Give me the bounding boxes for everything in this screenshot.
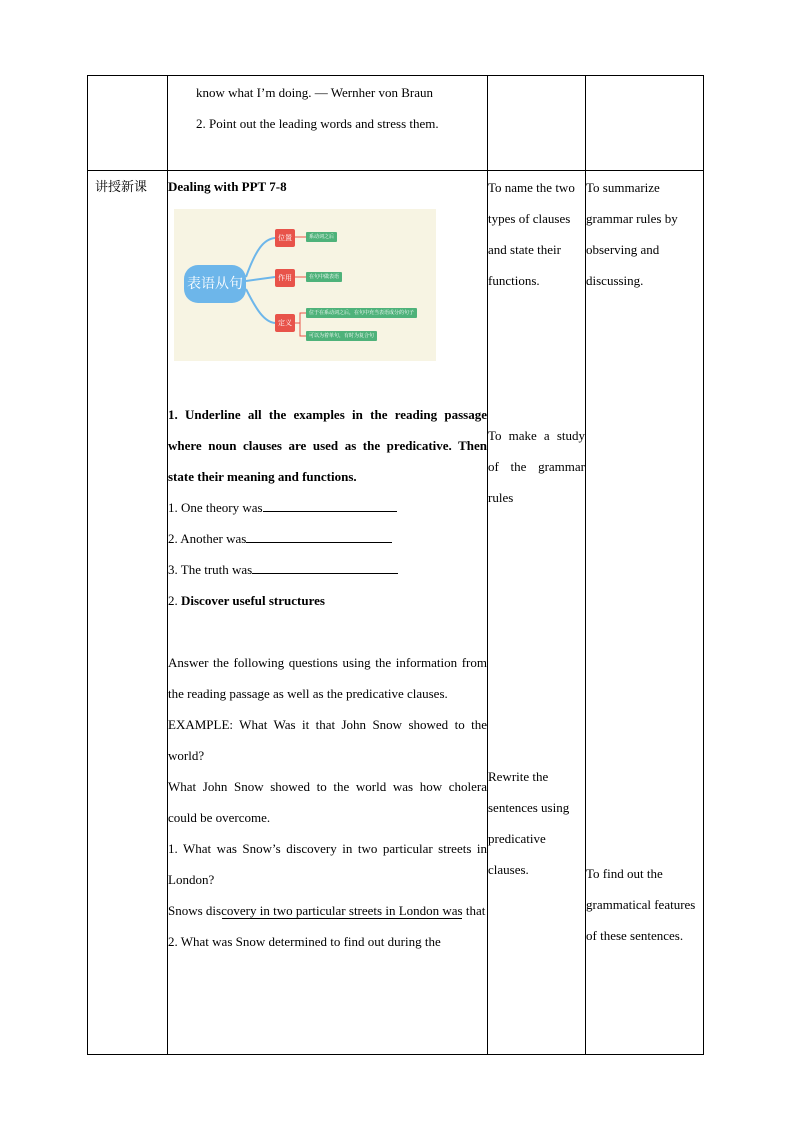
mindmap-center: 表语从句 [184,265,246,303]
task2 [168,585,487,616]
purpose-cell [488,171,586,1055]
question-2: 2. What was Snow determined to find out during the [168,934,441,949]
goal-2: To find out the grammatical features of these sentences. [586,866,696,943]
goal-cell-empty [586,76,704,171]
answer-blank [252,560,398,574]
content-cell [168,171,488,1055]
table-row [88,76,704,171]
spacer [168,616,487,647]
item-1 [168,492,487,523]
task2-title: Discover useful structures [181,593,325,608]
example-answer: What John Snow showed to the world was how cholera could be overcome. [168,779,487,825]
item-3 [168,554,487,585]
example-question: EXAMPLE: What Was it that John Snow showed to the world? [168,717,487,763]
mindmap-leaf: 系动词之后 [306,232,337,242]
purpose-2: To make a study of the grammar rules [488,428,585,505]
answer-1-blank-row [168,895,487,926]
goal-1: To summarize grammar rules by observing and discussing. [586,180,678,288]
task1-title: 1. Underline all the examples in the reading passage where noun clauses are used as the predicative. Then state their meaning and functions. [168,407,487,484]
question-1: 1. What was Snow’s discovery in two particular streets in London? [168,841,487,887]
mindmap-image [174,209,436,361]
goal-cell [586,171,704,1055]
answer-intro: Answer the following questions using the information from the reading passage as well as the predicative clauses. [168,655,487,701]
answer-blank [263,498,397,512]
mindmap-leaf: 在句中做表语 [306,272,342,282]
mindmap-node-position: 位置 [275,229,295,247]
item-2 [168,523,487,554]
mindmap-leaf: 可以为着单句，有时为复合句 [306,331,377,341]
purpose-1: To name the two types of clauses and state their functions. [488,180,575,288]
mindmap-node-function: 作用 [275,269,295,287]
stage-label: 讲授新课 [95,180,148,195]
answer-1-text: Snows discovery in two particular streets in London was that [168,903,486,918]
mindmap-node-definition: 定义 [275,314,295,332]
item-text: 2. Another was [168,531,247,546]
table-row [88,171,704,1055]
purpose-3: Rewrite the sentences using predicative clauses. [488,769,570,877]
item-text: 1. One theory was [168,500,263,515]
instruction-line: 2. Point out the leading words and stress them. [196,116,439,131]
stage-cell-empty [88,76,168,171]
stage-cell [88,171,168,1055]
item-text: 3. The truth was [168,562,253,577]
content-cell [168,76,488,171]
purpose-cell-empty [488,76,586,171]
mindmap-leaf: 位于在系动词之后，在句中充当表语成分的句子 [306,308,417,318]
task2-number: 2. [168,593,178,608]
answer-blank [222,905,462,919]
lesson-plan-table [87,75,704,1055]
answer-blank [246,529,392,543]
quote-line: know what I’m doing. — Wernher von Braun [196,85,434,100]
section-heading: Dealing with PPT 7-8 [168,179,287,194]
